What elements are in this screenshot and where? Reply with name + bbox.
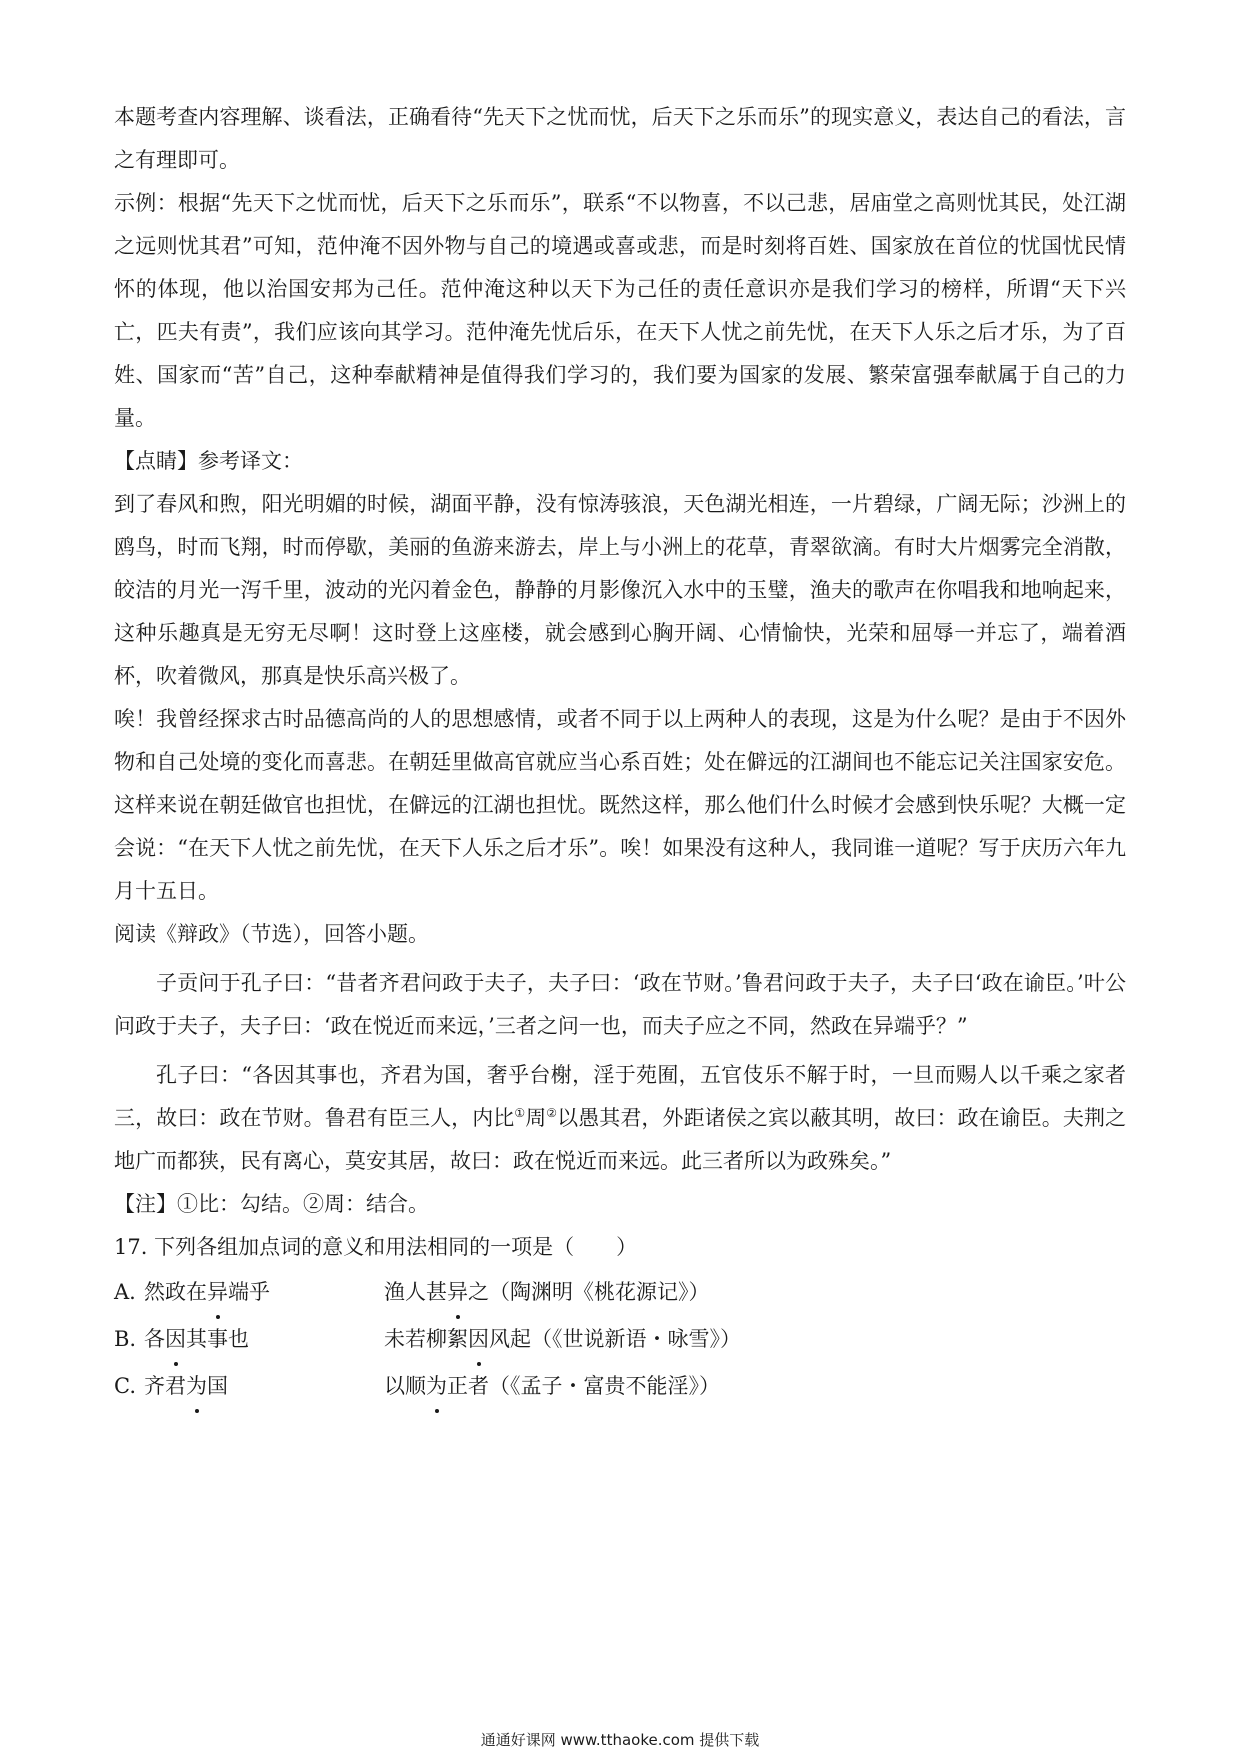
passage-2-part-1: 孔子曰：“各因其事也，齐君为国，奢乎台榭，淫于苑囿，五官伎乐不解于时，一旦而赐人以千乘之家者三，故曰：政在节财。鲁君有臣三人，内比 [114, 1063, 1126, 1130]
dotted-character: 异 [207, 1271, 228, 1314]
translation-paragraph-1: 到了春风和煦，阳光明媚的时候，湖面平静，没有惊涛骇浪，天色湖光相连，一片碧绿，广阔无际；沙洲上的鸥鸟，时而飞翔，时而停歇，美丽的鱼游来游去，岸上与小洲上的花草，青翠欲滴。有时大片烟雾完全消散，皎洁的月光一泻千里，波动的光闪着金色，静静的月影像沉入水中的玉璧，渔夫的歌声在你唱我和地响起来，这种乐趣真是无穷无尽啊！这时登上这座楼，就会感到心胸开阔、心情愉快，光荣和屈辱一并忘了，端着酒杯，吹着微风，那真是快乐高兴极了。 [114, 492, 1126, 688]
option-reference: 渔人甚异之（陶渊明《桃花源记》） [384, 1271, 1126, 1314]
dotted-character: 因 [468, 1318, 489, 1361]
reading-instruction: 阅读《辩政》（节选），回答小题。 [114, 922, 429, 946]
classical-passage-1: 子贡问于孔子曰：“昔者齐君问政于夫子，夫子曰：‘政在节财。’鲁君问政于夫子，夫子曰‘政在谕臣。’叶公问政于夫子，夫子曰：‘政在悦近而来远，’三者之问一也，而夫子应之不同，然政在异端乎？” [114, 971, 1126, 1038]
dotted-character: 为 [186, 1365, 207, 1408]
option-letter: C. [114, 1374, 136, 1398]
dotted-character: 异 [447, 1271, 468, 1314]
passage-2-part-3: 以愚其君，外距诸侯之宾以蔽其明，故曰：政在谕臣。夫荆之地广而都狭，民有离心，莫安其居，故曰：政在悦近而来远。此三者所以为政殊矣。” [114, 1106, 1127, 1173]
option-reference: 未若柳絮因风起（《世说新语・咏雪》） [384, 1318, 1126, 1361]
classical-passage-2 [114, 1054, 1126, 1183]
option-letter: A. [114, 1280, 136, 1304]
footnote-marker-2: ② [546, 1106, 558, 1120]
option-phrase: 然政在异端乎 [144, 1271, 384, 1314]
dianjing-heading: 【点睛】参考译文： [114, 449, 303, 473]
page-footer: 通通好课网 www.tthaoke.com 提供下载 [480, 1731, 760, 1749]
document-body [114, 96, 1126, 1410]
translation-paragraph-2: 唉！我曾经探求古时品德高尚的人的思想感情，或者不同于以上两种人的表现，这是为什么呢？是由于不因外物和自己处境的变化而喜悲。在朝廷里做高官就应当心系百姓；处在僻远的江湖间也不能忘记关注国家安危。这样来说在朝廷做官也担忧，在僻远的江湖也担忧。既然这样，那么他们什么时候才会感到快乐呢？大概一定会说：“在天下人忧之前先忧，在天下人乐之后才乐”。唉！如果没有这种人，我同谁一道呢？写于庆历六年九月十五日。 [114, 707, 1126, 903]
option-letter: B. [114, 1327, 137, 1351]
option-b [114, 1316, 1126, 1363]
question-stem: 17. 下列各组加点词的意义和用法相同的一项是（ ） [114, 1235, 638, 1259]
dotted-character: 因 [165, 1318, 186, 1361]
option-reference: 以顺为正者（《孟子・富贵不能淫》） [384, 1365, 1126, 1408]
answer-analysis: 本题考查内容理解、谈看法，正确看待“先天下之忧而忧，后天下之乐而乐”的现实意义，表达自己的看法，言之有理即可。 [114, 105, 1126, 172]
option-phrase: 各因其事也 [144, 1318, 384, 1361]
footnotes: 【注】①比：勾结。②周：结合。 [114, 1192, 429, 1216]
dotted-character: 为 [426, 1365, 447, 1408]
passage-2-part-2: 周 [525, 1106, 547, 1130]
answer-example: 示例：根据“先天下之忧而忧，后天下之乐而乐”，联系“不以物喜，不以己悲，居庙堂之高则忧其民，处江湖之远则忧其君”可知，范仲淹不因外物与自己的境遇或喜或悲，而是时刻将百姓、国家放在首位的忧国忧民情怀的体现，他以治国安邦为己任。范仲淹这种以天下为己任的责任意识亦是我们学习的榜样，所谓“天下兴亡，匹夫有责”，我们应该向其学习。范仲淹先忧后乐，在天下人忧之前先忧，在天下人乐之后才乐，为了百姓、国家而“苦”自己，这种奉献精神是值得我们学习的，我们要为国家的发展、繁荣富强奉献属于自己的力量。 [114, 191, 1126, 430]
option-c [114, 1363, 1126, 1410]
option-a [114, 1269, 1126, 1316]
option-phrase: 齐君为国 [144, 1365, 384, 1408]
footnote-marker-1: ① [514, 1106, 526, 1120]
